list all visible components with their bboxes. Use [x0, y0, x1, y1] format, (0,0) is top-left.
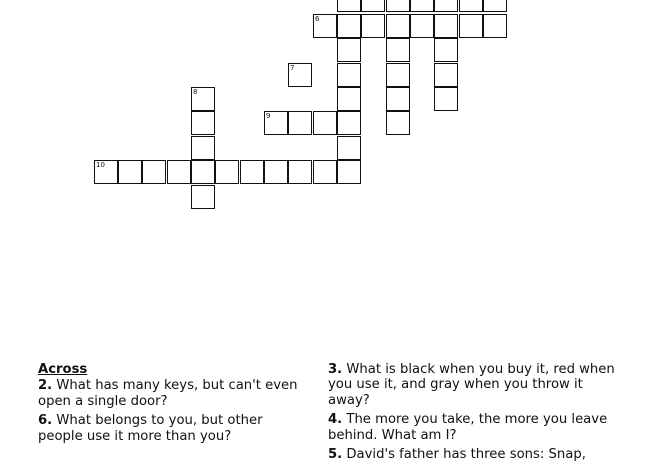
grid-cell[interactable]: [434, 87, 458, 111]
clue-text: What is black when you buy it, red when you use it, and gray when you throw it away?: [328, 362, 615, 408]
clue-number: 4.: [328, 412, 343, 428]
grid-cell[interactable]: [337, 63, 361, 87]
grid-cell[interactable]: [337, 38, 361, 62]
grid-cell[interactable]: [288, 111, 312, 135]
grid-cell[interactable]: [483, 14, 507, 38]
clue-number-label: 6: [315, 15, 320, 23]
grid-cell[interactable]: [337, 111, 361, 135]
grid-cell[interactable]: [313, 160, 337, 184]
grid-cell[interactable]: [264, 111, 288, 135]
across-heading: Across: [38, 362, 88, 377]
clue-number-label: 9: [266, 112, 271, 120]
grid-cell[interactable]: [434, 38, 458, 62]
grid-cell[interactable]: [313, 111, 337, 135]
grid-cell[interactable]: [434, 63, 458, 87]
clue-number: 6.: [38, 413, 53, 429]
clue-across-2: [38, 378, 308, 409]
clue-number: 5.: [328, 447, 343, 463]
clue-number-label: 10: [96, 161, 105, 169]
grid-cell[interactable]: [483, 0, 507, 12]
grid-cell[interactable]: [337, 0, 361, 12]
grid-cell[interactable]: [264, 160, 288, 184]
clue-text: What belongs to you, but other people use it more than you?: [38, 413, 263, 444]
grid-cell[interactable]: [337, 87, 361, 111]
grid-cell[interactable]: [167, 160, 191, 184]
grid-cell[interactable]: [386, 0, 410, 12]
grid-cell[interactable]: [118, 160, 142, 184]
grid-cell[interactable]: [361, 14, 385, 38]
grid-cell[interactable]: [434, 0, 458, 12]
crossword-grid: [0, 0, 650, 215]
clue-text: The more you take, the more you leave behind. What am I?: [328, 412, 608, 443]
down-clues: [328, 362, 628, 466]
grid-cell[interactable]: [386, 87, 410, 111]
clue-4: [328, 412, 628, 443]
grid-cell[interactable]: [386, 111, 410, 135]
grid-cell[interactable]: [337, 136, 361, 160]
clue-5: [328, 447, 628, 462]
clue-number: 3.: [328, 362, 343, 377]
grid-cell[interactable]: [215, 160, 239, 184]
clue-text: What has many keys, but can't even open a single door?: [38, 378, 298, 409]
grid-cell[interactable]: [410, 0, 434, 12]
grid-cell[interactable]: [288, 63, 312, 87]
across-clues: [38, 362, 308, 448]
grid-cell[interactable]: [386, 38, 410, 62]
grid-cell[interactable]: [191, 185, 215, 209]
clue-across-6: [38, 413, 308, 444]
grid-cell[interactable]: [288, 160, 312, 184]
grid-cell[interactable]: [191, 160, 215, 184]
grid-cell[interactable]: [191, 87, 215, 111]
clue-3: [328, 362, 628, 408]
clue-text: David's father has three sons: Snap,: [346, 447, 586, 463]
grid-cell[interactable]: [459, 14, 483, 38]
grid-cell[interactable]: [94, 160, 118, 184]
grid-cell[interactable]: [410, 14, 434, 38]
grid-cell[interactable]: [142, 160, 166, 184]
grid-cell[interactable]: [434, 14, 458, 38]
grid-cell[interactable]: [361, 0, 385, 12]
clue-number-label: 8: [193, 88, 198, 96]
clue-number-label: 7: [290, 64, 295, 72]
grid-cell[interactable]: [386, 14, 410, 38]
clue-number: 2.: [38, 378, 53, 394]
grid-cell[interactable]: [240, 160, 264, 184]
grid-cell[interactable]: [191, 111, 215, 135]
grid-cell[interactable]: [459, 0, 483, 12]
grid-cell[interactable]: [337, 14, 361, 38]
grid-cell[interactable]: [313, 14, 337, 38]
grid-cell[interactable]: [337, 160, 361, 184]
grid-cell[interactable]: [191, 136, 215, 160]
grid-cell[interactable]: [386, 63, 410, 87]
